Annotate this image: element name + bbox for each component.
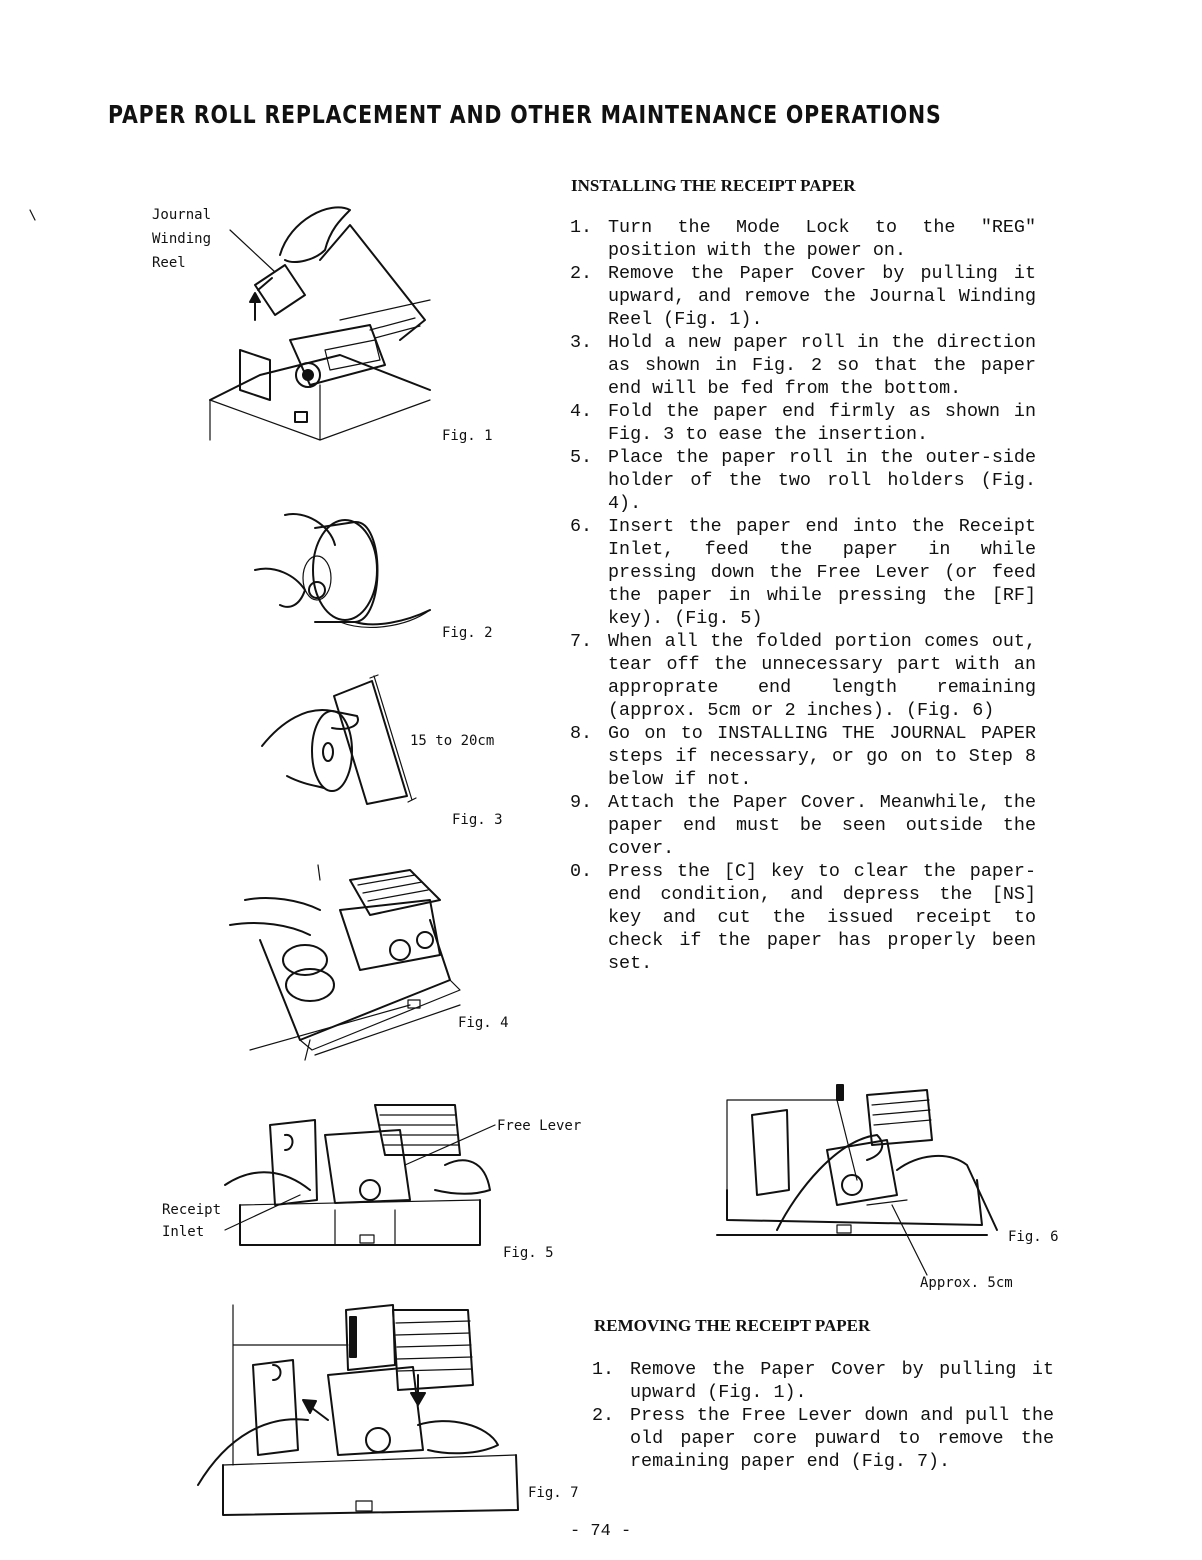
fig3-illustration bbox=[262, 676, 422, 806]
fig1-callout: Journal Winding Reel bbox=[152, 207, 212, 271]
fig7-illustration bbox=[198, 1305, 528, 1520]
fig1-illustration bbox=[200, 190, 440, 450]
fig5-callout-receipt-inlet: Receipt Inlet bbox=[162, 1202, 222, 1240]
page-number: - 74 - bbox=[570, 1522, 632, 1541]
fig3-label: Fig. 3 bbox=[452, 812, 503, 828]
fig6-callout: Approx. 5cm bbox=[920, 1275, 1013, 1291]
removing-heading: REMOVING THE RECEIPT PAPER bbox=[594, 1316, 871, 1335]
removing-step: 1. Remove the Paper Cover by pulling it upward (Fig. 1). bbox=[592, 1359, 1054, 1403]
fig2-label: Fig. 2 bbox=[442, 625, 493, 641]
installing-step: 1. Turn the Mode Lock to the "REG" position with the power on. bbox=[570, 217, 1036, 261]
installing-step: 2. Remove the Paper Cover by pulling it upward, and remove the Journal Winding Reel (Fig. 1). bbox=[570, 263, 1036, 330]
installing-step: 4. Fold the paper end firmly as shown in Fig. 3 to ease the insertion. bbox=[570, 401, 1036, 445]
fig6-label: Fig. 6 bbox=[1008, 1229, 1059, 1245]
installing-heading: INSTALLING THE RECEIPT PAPER bbox=[571, 176, 856, 195]
fig7-label: Fig. 7 bbox=[528, 1485, 579, 1501]
installing-steps bbox=[570, 216, 1036, 975]
fig1-label: Fig. 1 bbox=[442, 428, 493, 444]
fig4-label: Fig. 4 bbox=[458, 1015, 509, 1031]
installing-step: 5. Place the paper roll in the outer-side holder of the two roll holders (Fig. 4). bbox=[570, 447, 1036, 514]
page-title: PAPER ROLL REPLACEMENT AND OTHER MAINTENANCE OPERATIONS bbox=[108, 100, 942, 129]
installing-step: 8. Go on to INSTALLING THE JOURNAL PAPER steps if necessary, or go on to Step 8 below if not. bbox=[570, 723, 1036, 790]
fig6-illustration bbox=[717, 1080, 997, 1280]
removing-steps bbox=[592, 1358, 1054, 1473]
fig3-dimension: 15 to 20cm bbox=[410, 733, 495, 749]
installing-step: 6. Insert the paper end into the Receipt Inlet, feed the paper in while pressing down the Free Lever (or feed the paper in while pressing the [RF] key). (Fig. 5) bbox=[570, 516, 1036, 629]
fig4-illustration bbox=[230, 860, 470, 1060]
installing-step: 9. Attach the Paper Cover. Meanwhile, the paper end must be seen outside the cover. bbox=[570, 792, 1036, 859]
fig5-illustration bbox=[215, 1095, 495, 1255]
removing-step: 2. Press the Free Lever down and pull the old paper core puward to remove the remaining paper end (Fig. 7). bbox=[592, 1405, 1054, 1472]
fig5-callout-free-lever: Free Lever bbox=[497, 1118, 582, 1134]
installing-step: 7. When all the folded portion comes out, tear off the unnecessary part with an approprate end length remaining (approx. 5cm or 2 inches). (Fig. 6) bbox=[570, 631, 1036, 721]
installing-step: 0. Press the [C] key to clear the paper-end condition, and depress the [NS] key and cut the issued receipt to check if the paper has properly been set. bbox=[570, 861, 1036, 974]
fig5-label: Fig. 5 bbox=[503, 1245, 554, 1261]
fig2-illustration bbox=[245, 510, 435, 635]
installing-step: 3. Hold a new paper roll in the direction as shown in Fig. 2 so that the paper end will be fed from the bottom. bbox=[570, 332, 1036, 399]
